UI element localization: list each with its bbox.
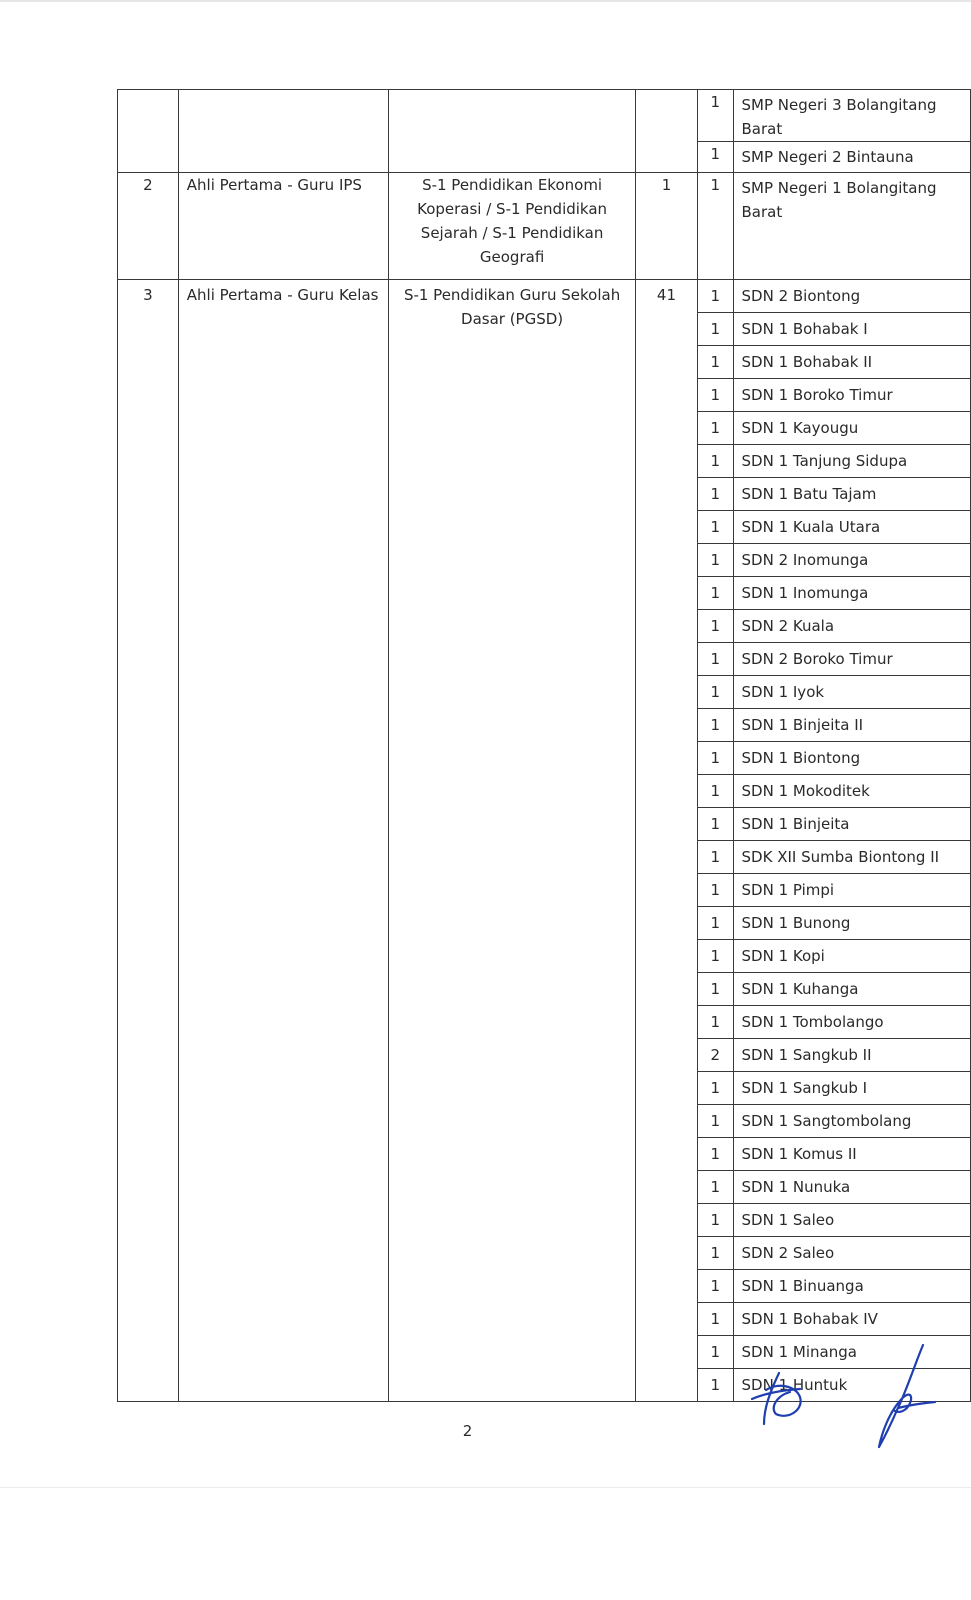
school-cell: SDN 1 Huntuk: [733, 1369, 970, 1402]
school-cell: SDN 1 Mokoditek: [733, 775, 970, 808]
quantity-cell: 1: [698, 577, 733, 610]
quantity-cell: 1: [698, 775, 733, 808]
school-cell: SDN 1 Sangkub II: [733, 1039, 970, 1072]
school-cell: SDN 1 Tanjung Sidupa: [733, 445, 970, 478]
school-cell: SDN 1 Inomunga: [733, 577, 970, 610]
school-cell: SDN 1 Kuhanga: [733, 973, 970, 1006]
quantity-cell: 1: [698, 379, 733, 412]
quantity-cell: 1: [698, 544, 733, 577]
school-cell: SDN 1 Sangtombolang: [733, 1105, 970, 1138]
school-cell: SDN 1 Kopi: [733, 940, 970, 973]
school-cell: SDN 1 Bunong: [733, 907, 970, 940]
quantity-cell: 1: [698, 1138, 733, 1171]
school-cell: SDK XII Sumba Biontong II: [733, 841, 970, 874]
page-number: 2: [462, 1422, 473, 1440]
quantity-cell: 1: [698, 1072, 733, 1105]
quantity-cell: 1: [698, 841, 733, 874]
quantity-cell: 2: [698, 1039, 733, 1072]
quantity-cell: 1: [698, 940, 733, 973]
quantity-cell: 1: [698, 907, 733, 940]
school-cell: SDN 1 Binjeita II: [733, 709, 970, 742]
quantity-cell: 1: [698, 173, 733, 280]
row-number-cell: 2: [118, 173, 179, 280]
quantity-cell: 1: [698, 511, 733, 544]
quantity-cell: 1: [698, 1336, 733, 1369]
quantity-cell: 1: [698, 1006, 733, 1039]
quantity-cell: 1: [698, 643, 733, 676]
quantity-cell: 1: [698, 142, 733, 173]
school-cell: SDN 1 Pimpi: [733, 874, 970, 907]
school-cell: SDN 1 Batu Tajam: [733, 478, 970, 511]
quantity-cell: 1: [698, 973, 733, 1006]
school-cell: SMP Negeri 3 Bolangitang Barat: [733, 90, 970, 142]
quantity-cell: 1: [698, 445, 733, 478]
quantity-cell: 1: [698, 1204, 733, 1237]
quantity-cell: 1: [698, 874, 733, 907]
school-cell: SDN 1 Sangkub I: [733, 1072, 970, 1105]
school-cell: SDN 2 Biontong: [733, 280, 970, 313]
quantity-cell: 1: [698, 478, 733, 511]
position-cell: Ahli Pertama - Guru IPS: [178, 173, 389, 280]
initial-mark-left: [752, 1373, 801, 1424]
school-cell: SDN 2 Inomunga: [733, 544, 970, 577]
school-cell: SDN 1 Boroko Timur: [733, 379, 970, 412]
quantity-cell: 1: [698, 280, 733, 313]
school-cell: SDN 1 Kayougu: [733, 412, 970, 445]
education-cell: S-1 Pendidikan Ekonomi Koperasi / S-1 Pendidikan Sejarah / S-1 Pendidikan Geografi: [389, 173, 635, 280]
school-cell: SDN 1 Tombolango: [733, 1006, 970, 1039]
school-cell: SMP Negeri 2 Bintauna: [733, 142, 970, 173]
total-cell: 41: [635, 280, 697, 1402]
school-cell: SDN 1 Komus II: [733, 1138, 970, 1171]
school-cell: SDN 2 Kuala: [733, 610, 970, 643]
total-cell: 1: [635, 173, 697, 280]
position-cell: Ahli Pertama - Guru Kelas: [178, 280, 389, 1402]
school-cell: SDN 1 Bohabak II: [733, 346, 970, 379]
quantity-cell: 1: [698, 90, 733, 142]
school-cell: SDN 2 Boroko Timur: [733, 643, 970, 676]
school-cell: SDN 1 Biontong: [733, 742, 970, 775]
scan-edge-bottom: [0, 1487, 971, 1488]
education-cell: S-1 Pendidikan Guru Sekolah Dasar (PGSD): [389, 280, 635, 1402]
quantity-cell: 1: [698, 709, 733, 742]
quantity-cell: 1: [698, 676, 733, 709]
quantity-cell: 1: [698, 346, 733, 379]
school-cell: SDN 1 Saleo: [733, 1204, 970, 1237]
school-cell: SDN 1 Bohabak IV: [733, 1303, 970, 1336]
quantity-cell: 1: [698, 1369, 733, 1402]
quantity-cell: 1: [698, 1237, 733, 1270]
quantity-cell: 1: [698, 742, 733, 775]
school-cell: SDN 1 Binjeita: [733, 808, 970, 841]
school-cell: SDN 1 Nunuka: [733, 1171, 970, 1204]
school-cell: SDN 1 Kuala Utara: [733, 511, 970, 544]
quantity-cell: 1: [698, 1105, 733, 1138]
quantity-cell: 1: [698, 1270, 733, 1303]
school-cell: SDN 1 Bohabak I: [733, 313, 970, 346]
quantity-cell: 1: [698, 1303, 733, 1336]
school-cell: SDN 1 Minanga: [733, 1336, 970, 1369]
row-number-cell: 3: [118, 280, 179, 1402]
quantity-cell: 1: [698, 412, 733, 445]
school-cell: SDN 2 Saleo: [733, 1237, 970, 1270]
quantity-cell: 1: [698, 808, 733, 841]
quantity-cell: 1: [698, 1171, 733, 1204]
school-cell: SDN 1 Binuanga: [733, 1270, 970, 1303]
school-cell: SMP Negeri 1 Bolangitang Barat: [733, 173, 970, 280]
school-cell: SDN 1 Iyok: [733, 676, 970, 709]
quantity-cell: 1: [698, 610, 733, 643]
initial-mark-right: [879, 1345, 935, 1447]
quantity-cell: 1: [698, 313, 733, 346]
